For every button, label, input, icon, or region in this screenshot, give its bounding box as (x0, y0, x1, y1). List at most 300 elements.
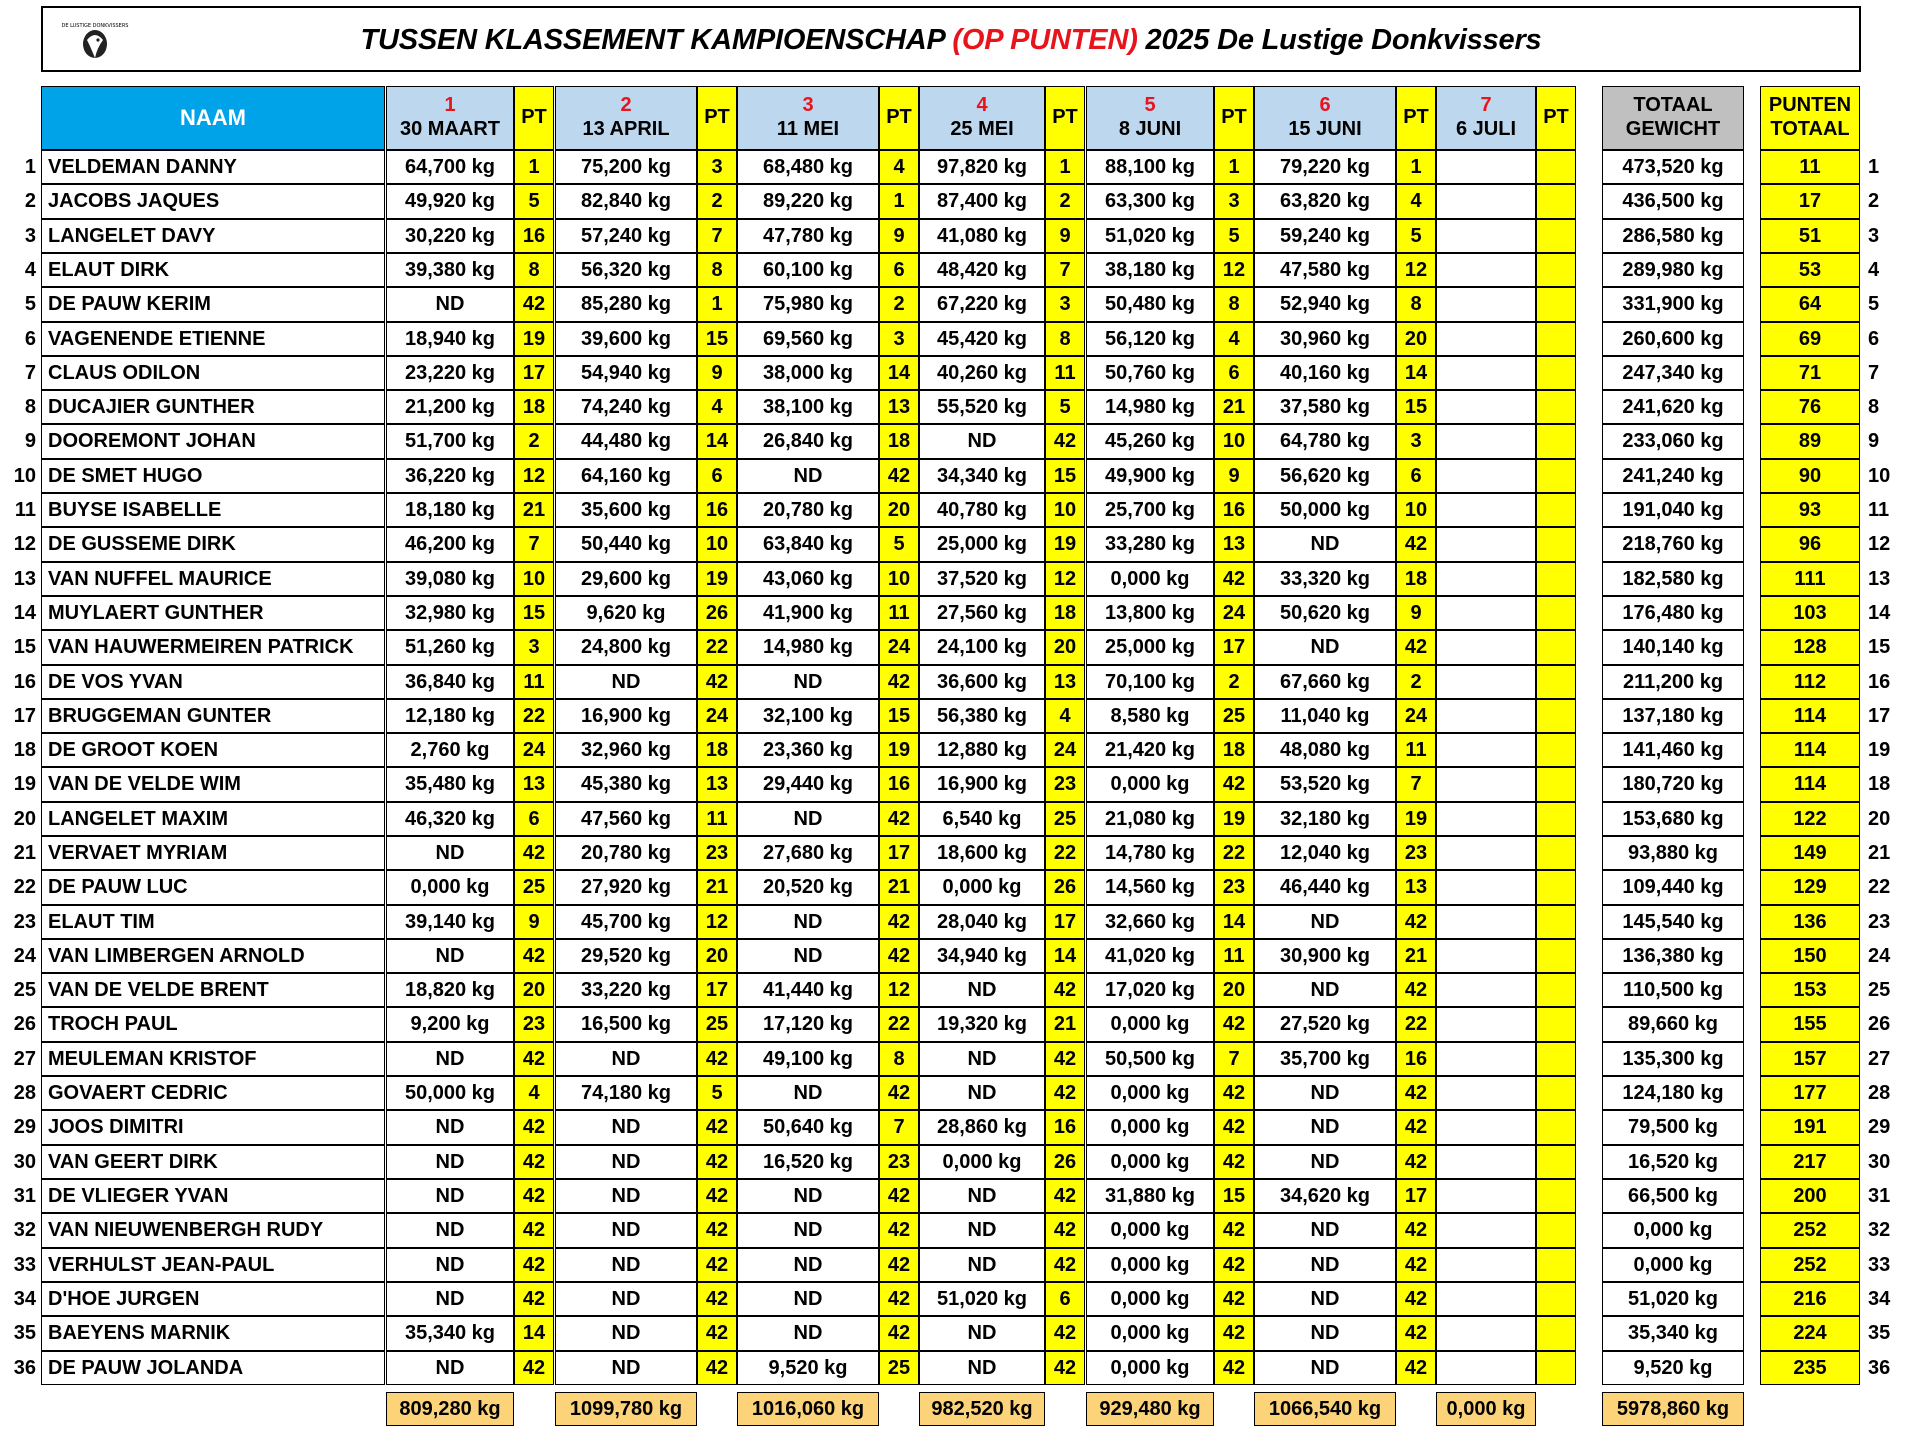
pt-cell: 8 (697, 253, 737, 287)
pt-cell: 7 (514, 527, 554, 562)
pt-cell: 18 (879, 424, 919, 459)
pt-cell: 14 (697, 424, 737, 459)
pt-cell: 4 (697, 390, 737, 424)
weight-cell: 46,200 kg (386, 527, 514, 562)
weight-cell: 54,940 kg (555, 356, 697, 390)
weight-cell: 16,520 kg (737, 1145, 879, 1179)
participant-name: VAN LIMBERGEN ARNOLD (41, 939, 385, 973)
pt-cell (1536, 219, 1576, 253)
weight-cell: ND (737, 939, 879, 973)
pt-cell: 17 (1396, 1179, 1436, 1213)
row-rank-right: 11 (1868, 499, 1890, 521)
pt-cell: 23 (1214, 870, 1254, 905)
weight-cell: 33,320 kg (1254, 562, 1396, 596)
pt-cell: 10 (514, 562, 554, 596)
participant-name: DE GROOT KOEN (41, 733, 385, 767)
weight-cell: 67,220 kg (919, 287, 1045, 322)
weight-cell: ND (919, 973, 1045, 1007)
header-pt-2: PT (697, 86, 737, 150)
weight-cell (1436, 596, 1536, 630)
pt-cell: 42 (1396, 905, 1436, 939)
pt-cell: 20 (697, 939, 737, 973)
weight-cell: 75,980 kg (737, 287, 879, 322)
round-date: 6 JULI (1455, 118, 1517, 140)
total-points-cell: 235 (1760, 1351, 1860, 1385)
pt-cell: 24 (1045, 733, 1085, 767)
pt-cell (1536, 767, 1576, 802)
title-part-1: TUSSEN KLASSEMENT KAMPIOENSCHAP (360, 24, 945, 56)
row-rank-right: 4 (1868, 259, 1880, 281)
weight-cell: ND (1254, 1110, 1396, 1145)
weight-cell: 70,100 kg (1086, 665, 1214, 699)
pt-cell: 42 (879, 905, 919, 939)
header-round-5 (1086, 86, 1214, 150)
pt-cell: 11 (1396, 733, 1436, 767)
weight-cell: ND (386, 1351, 514, 1385)
participant-name: BRUGGEMAN GUNTER (41, 699, 385, 733)
pt-cell: 5 (1214, 219, 1254, 253)
total-points-cell: 129 (1760, 870, 1860, 905)
pt-cell: 21 (1045, 1007, 1085, 1042)
pt-cell: 5 (697, 1076, 737, 1110)
pt-cell: 26 (697, 596, 737, 630)
row-rank-right: 17 (1868, 705, 1891, 727)
weight-cell (1436, 1282, 1536, 1316)
weight-cell: ND (919, 1076, 1045, 1110)
weight-cell (1436, 1179, 1536, 1213)
weight-cell: 50,480 kg (1086, 287, 1214, 322)
weight-cell (1436, 287, 1536, 322)
round-number: 5 (1144, 94, 1156, 116)
weight-cell: 9,620 kg (555, 596, 697, 630)
weight-cell: 28,040 kg (919, 905, 1045, 939)
weight-cell: ND (555, 1145, 697, 1179)
weight-cell: 19,320 kg (919, 1007, 1045, 1042)
weight-cell: 9,200 kg (386, 1007, 514, 1042)
pt-cell: 24 (1214, 596, 1254, 630)
pt-cell: 14 (514, 1316, 554, 1351)
pt-cell: 19 (1214, 802, 1254, 836)
pt-cell: 19 (1045, 527, 1085, 562)
weight-cell: 50,000 kg (386, 1076, 514, 1110)
logo-text: DE LUSTIGE DONKVISSERS (61, 23, 129, 29)
pt-cell: 7 (1045, 253, 1085, 287)
weight-cell (1436, 1076, 1536, 1110)
row-rank-right: 28 (1868, 1082, 1891, 1104)
weight-cell: 12,040 kg (1254, 836, 1396, 870)
weight-cell: 16,900 kg (919, 767, 1045, 802)
total-weight-cell: 66,500 kg (1602, 1179, 1744, 1213)
pt-cell: 9 (697, 356, 737, 390)
pt-cell: 42 (879, 1316, 919, 1351)
pt-cell: 21 (514, 493, 554, 527)
weight-cell: 74,180 kg (555, 1076, 697, 1110)
total-weight-cell: 176,480 kg (1602, 596, 1744, 630)
row-rank: 18 (13, 739, 36, 761)
row-rank-right: 13 (1868, 568, 1891, 590)
weight-cell (1436, 1145, 1536, 1179)
pt-cell (1536, 870, 1576, 905)
row-rank: 8 (24, 396, 36, 418)
weight-cell: 45,700 kg (555, 905, 697, 939)
pt-cell: 7 (879, 1110, 919, 1145)
participant-name: MEULEMAN KRISTOF (41, 1042, 385, 1076)
pt-cell: 14 (1214, 905, 1254, 939)
total-points-cell: 252 (1760, 1248, 1860, 1282)
pt-cell: 17 (879, 836, 919, 870)
total-weight-cell: 241,240 kg (1602, 459, 1744, 493)
row-rank-right: 7 (1868, 362, 1880, 384)
weight-cell: 31,880 kg (1086, 1179, 1214, 1213)
pt-cell: 42 (514, 1351, 554, 1385)
weight-cell: ND (1254, 1282, 1396, 1316)
row-rank: 2 (24, 190, 36, 212)
weight-cell: 14,560 kg (1086, 870, 1214, 905)
weight-cell: 25,000 kg (919, 527, 1045, 562)
row-rank-right: 23 (1868, 911, 1891, 933)
row-rank: 6 (24, 328, 36, 350)
row-rank-right: 19 (1868, 739, 1891, 761)
weight-cell: 35,700 kg (1254, 1042, 1396, 1076)
pt-cell: 10 (1214, 424, 1254, 459)
pt-cell: 1 (697, 287, 737, 322)
weight-cell: 33,280 kg (1086, 527, 1214, 562)
weight-cell: 40,260 kg (919, 356, 1045, 390)
pt-cell: 16 (879, 767, 919, 802)
weight-cell: 50,640 kg (737, 1110, 879, 1145)
pt-cell: 42 (1396, 1076, 1436, 1110)
pt-cell: 16 (1396, 1042, 1436, 1076)
pt-cell: 8 (514, 253, 554, 287)
row-rank-right: 26 (1868, 1013, 1891, 1035)
pt-cell: 5 (514, 184, 554, 219)
pt-cell: 16 (1045, 1110, 1085, 1145)
row-rank: 16 (13, 671, 36, 693)
round-total: 809,280 kg (386, 1392, 514, 1426)
pt-cell: 3 (697, 150, 737, 184)
total-points-cell: 11 (1760, 150, 1860, 184)
pt-cell: 24 (1396, 699, 1436, 733)
round-date: 15 JUNI (1288, 118, 1362, 140)
pt-cell: 42 (1045, 1213, 1085, 1248)
pt-cell: 42 (514, 1282, 554, 1316)
total-points-cell: 69 (1760, 322, 1860, 356)
weight-cell: 49,100 kg (737, 1042, 879, 1076)
pt-cell: 3 (1045, 287, 1085, 322)
pt-cell (1536, 322, 1576, 356)
weight-cell: 32,100 kg (737, 699, 879, 733)
pt-cell: 13 (697, 767, 737, 802)
row-rank: 35 (13, 1322, 36, 1344)
pt-cell: 9 (1045, 219, 1085, 253)
weight-cell (1436, 973, 1536, 1007)
pt-cell (1536, 905, 1576, 939)
pt-cell: 4 (1214, 322, 1254, 356)
pt-cell: 12 (1045, 562, 1085, 596)
header-pt-1: PT (514, 86, 554, 150)
weight-cell (1436, 1316, 1536, 1351)
participant-name: DE VOS YVAN (41, 665, 385, 699)
header-naam: NAAM (41, 86, 385, 150)
weight-cell: 41,440 kg (737, 973, 879, 1007)
pt-cell (1536, 1007, 1576, 1042)
pt-cell: 23 (1045, 767, 1085, 802)
weight-cell: 23,220 kg (386, 356, 514, 390)
row-rank: 36 (13, 1357, 36, 1379)
pt-cell: 5 (879, 527, 919, 562)
title-part-2: (OP PUNTEN) (952, 24, 1138, 56)
pt-cell: 42 (879, 1179, 919, 1213)
grand-total: 5978,860 kg (1602, 1392, 1744, 1426)
total-points-cell: 155 (1760, 1007, 1860, 1042)
row-rank-right: 14 (1868, 602, 1891, 624)
weight-cell: ND (737, 1213, 879, 1248)
total-weight-cell: 289,980 kg (1602, 253, 1744, 287)
pt-cell (1536, 459, 1576, 493)
weight-cell: 32,960 kg (555, 733, 697, 767)
weight-cell: 32,180 kg (1254, 802, 1396, 836)
row-rank: 26 (13, 1013, 36, 1035)
row-rank-right: 8 (1868, 396, 1880, 418)
participant-name: DE GUSSEME DIRK (41, 527, 385, 562)
weight-cell: 35,340 kg (386, 1316, 514, 1351)
pt-cell (1536, 184, 1576, 219)
pt-cell: 25 (1045, 802, 1085, 836)
weight-cell: 40,160 kg (1254, 356, 1396, 390)
weight-cell: 0,000 kg (1086, 1007, 1214, 1042)
weight-cell: 48,420 kg (919, 253, 1045, 287)
total-weight-cell: 286,580 kg (1602, 219, 1744, 253)
row-rank: 1 (24, 156, 36, 178)
weight-cell: ND (386, 1110, 514, 1145)
pt-cell: 42 (1396, 1213, 1436, 1248)
weight-cell: 37,520 kg (919, 562, 1045, 596)
weight-cell: 48,080 kg (1254, 733, 1396, 767)
pt-cell: 21 (1214, 390, 1254, 424)
weight-cell: 30,900 kg (1254, 939, 1396, 973)
total-points-cell: 177 (1760, 1076, 1860, 1110)
pt-cell: 23 (879, 1145, 919, 1179)
weight-cell: 20,520 kg (737, 870, 879, 905)
pt-cell: 22 (1045, 836, 1085, 870)
total-points-cell: 114 (1760, 767, 1860, 802)
pt-cell: 2 (879, 287, 919, 322)
round-date: 13 APRIL (582, 118, 670, 140)
weight-cell: 50,500 kg (1086, 1042, 1214, 1076)
weight-cell (1436, 699, 1536, 733)
pt-cell: 42 (697, 1282, 737, 1316)
pt-cell: 19 (1396, 802, 1436, 836)
weight-cell (1436, 767, 1536, 802)
total-points-cell: 200 (1760, 1179, 1860, 1213)
pt-cell: 42 (1045, 1316, 1085, 1351)
row-rank: 25 (13, 979, 36, 1001)
weight-cell: 33,220 kg (555, 973, 697, 1007)
pt-cell: 20 (1396, 322, 1436, 356)
participant-name: MUYLAERT GUNTHER (41, 596, 385, 630)
pt-cell: 13 (879, 390, 919, 424)
pt-cell: 7 (1396, 767, 1436, 802)
pt-cell: 4 (1396, 184, 1436, 219)
total-weight-cell: 109,440 kg (1602, 870, 1744, 905)
pt-cell: 16 (697, 493, 737, 527)
weight-cell (1436, 802, 1536, 836)
weight-cell: ND (1254, 1316, 1396, 1351)
header-round-2 (555, 86, 697, 150)
pt-cell: 3 (1396, 424, 1436, 459)
row-rank: 24 (13, 945, 36, 967)
total-weight-cell: 137,180 kg (1602, 699, 1744, 733)
pt-cell (1536, 1110, 1576, 1145)
weight-cell: ND (386, 1042, 514, 1076)
weight-cell: ND (386, 1248, 514, 1282)
pt-cell: 42 (697, 1316, 737, 1351)
weight-cell (1436, 1248, 1536, 1282)
total-points-cell: 217 (1760, 1145, 1860, 1179)
weight-cell: ND (555, 1110, 697, 1145)
weight-cell (1436, 356, 1536, 390)
pt-cell: 6 (1214, 356, 1254, 390)
weight-cell: 0,000 kg (1086, 562, 1214, 596)
header-pt-6: PT (1396, 86, 1436, 150)
row-rank-right: 21 (1868, 842, 1891, 864)
pt-cell (1536, 356, 1576, 390)
pt-cell: 7 (1214, 1042, 1254, 1076)
total-points-cell: 112 (1760, 665, 1860, 699)
weight-cell: 82,840 kg (555, 184, 697, 219)
pt-cell (1536, 836, 1576, 870)
weight-cell: 0,000 kg (1086, 1248, 1214, 1282)
total-points-cell: 71 (1760, 356, 1860, 390)
weight-cell: 40,780 kg (919, 493, 1045, 527)
weight-cell (1436, 630, 1536, 665)
weight-cell: 51,260 kg (386, 630, 514, 665)
pt-cell: 19 (514, 322, 554, 356)
row-rank: 11 (14, 499, 36, 521)
weight-cell: ND (386, 1213, 514, 1248)
header-totaal-gewicht (1602, 86, 1744, 150)
pt-cell: 6 (1045, 1282, 1085, 1316)
pt-cell: 4 (1045, 699, 1085, 733)
row-rank: 9 (24, 430, 36, 452)
weight-cell (1436, 1110, 1536, 1145)
participant-name: DE PAUW LUC (41, 870, 385, 905)
pt-cell: 42 (1045, 1351, 1085, 1385)
participant-name: TROCH PAUL (41, 1007, 385, 1042)
row-rank-right: 36 (1868, 1357, 1891, 1379)
pt-cell: 42 (1045, 973, 1085, 1007)
pt-cell: 9 (1396, 596, 1436, 630)
pt-cell (1536, 390, 1576, 424)
row-rank: 21 (13, 842, 36, 864)
weight-cell: 17,020 kg (1086, 973, 1214, 1007)
pt-cell (1536, 665, 1576, 699)
pt-cell: 13 (1045, 665, 1085, 699)
weight-cell: ND (737, 1248, 879, 1282)
pt-cell: 42 (514, 1179, 554, 1213)
total-weight-cell: 35,340 kg (1602, 1316, 1744, 1351)
page-title (43, 24, 1859, 57)
pt-cell: 11 (879, 596, 919, 630)
participant-name: JACOBS JAQUES (41, 184, 385, 219)
total-weight-cell: 93,880 kg (1602, 836, 1744, 870)
weight-cell: 28,860 kg (919, 1110, 1045, 1145)
pt-cell: 6 (879, 253, 919, 287)
weight-cell: 16,900 kg (555, 699, 697, 733)
pt-cell: 42 (514, 1145, 554, 1179)
pt-cell: 42 (1214, 1076, 1254, 1110)
row-rank-right: 5 (1868, 293, 1880, 315)
pt-cell: 15 (1396, 390, 1436, 424)
pt-cell: 42 (1396, 1145, 1436, 1179)
participant-name: ELAUT TIM (41, 905, 385, 939)
total-weight-cell: 51,020 kg (1602, 1282, 1744, 1316)
pt-cell: 42 (1214, 1282, 1254, 1316)
pt-cell: 23 (514, 1007, 554, 1042)
pt-cell: 2 (514, 424, 554, 459)
weight-cell: 56,120 kg (1086, 322, 1214, 356)
pt-cell: 24 (514, 733, 554, 767)
weight-cell: 38,180 kg (1086, 253, 1214, 287)
pt-cell: 42 (514, 1042, 554, 1076)
participant-name: GOVAERT CEDRIC (41, 1076, 385, 1110)
total-points-cell: 114 (1760, 733, 1860, 767)
row-rank: 13 (13, 568, 36, 590)
pt-cell: 42 (514, 1213, 554, 1248)
round-number: 7 (1480, 94, 1492, 116)
weight-cell: 45,380 kg (555, 767, 697, 802)
weight-cell (1436, 219, 1536, 253)
weight-cell: 36,220 kg (386, 459, 514, 493)
weight-cell (1436, 253, 1536, 287)
pt-cell: 17 (697, 973, 737, 1007)
weight-cell: ND (737, 1282, 879, 1316)
pt-cell: 5 (1045, 390, 1085, 424)
row-rank: 27 (13, 1048, 36, 1070)
weight-cell (1436, 836, 1536, 870)
total-points-cell: 224 (1760, 1316, 1860, 1351)
total-points-cell: 153 (1760, 973, 1860, 1007)
pt-cell: 22 (1396, 1007, 1436, 1042)
weight-cell: 47,780 kg (737, 219, 879, 253)
row-rank-right: 18 (1868, 773, 1891, 795)
round-number: 2 (620, 94, 632, 116)
pt-cell: 26 (1045, 870, 1085, 905)
weight-cell (1436, 665, 1536, 699)
round-total: 982,520 kg (919, 1392, 1045, 1426)
weight-cell: 87,400 kg (919, 184, 1045, 219)
weight-cell: 49,920 kg (386, 184, 514, 219)
total-points-cell: 252 (1760, 1213, 1860, 1248)
pt-cell: 20 (1214, 973, 1254, 1007)
weight-cell: 36,840 kg (386, 665, 514, 699)
pt-cell: 42 (514, 1110, 554, 1145)
weight-cell: 20,780 kg (737, 493, 879, 527)
pt-cell (1536, 1248, 1576, 1282)
weight-cell (1436, 870, 1536, 905)
weight-cell: 32,980 kg (386, 596, 514, 630)
weight-cell: 43,060 kg (737, 562, 879, 596)
weight-cell: 39,380 kg (386, 253, 514, 287)
total-weight-cell: 136,380 kg (1602, 939, 1744, 973)
round-date: 8 JUNI (1118, 118, 1182, 140)
pt-cell: 42 (1214, 1110, 1254, 1145)
weight-cell (1436, 424, 1536, 459)
weight-cell: ND (1254, 1248, 1396, 1282)
weight-cell: 18,820 kg (386, 973, 514, 1007)
weight-cell: 41,900 kg (737, 596, 879, 630)
weight-cell: 21,080 kg (1086, 802, 1214, 836)
